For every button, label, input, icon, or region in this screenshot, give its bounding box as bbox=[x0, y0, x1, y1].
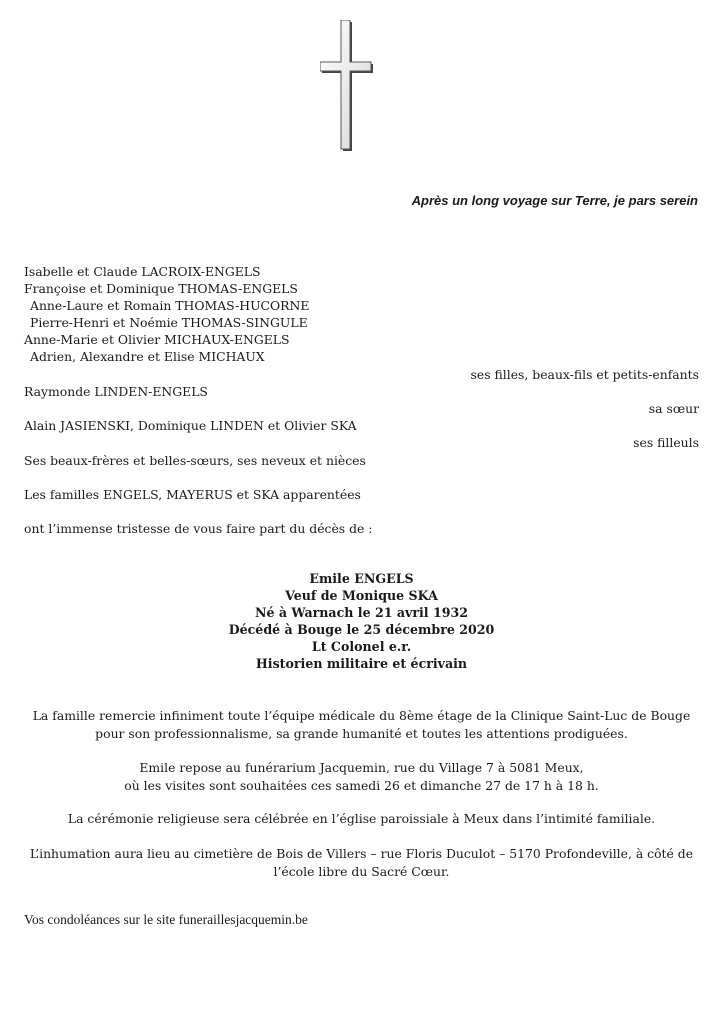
family-line: Alain JASIENSKI, Dominique LINDEN et Olivier SKA bbox=[24, 418, 357, 433]
ceremony-paragraph bbox=[0, 810, 723, 828]
family-line: Raymonde LINDEN-ENGELS bbox=[24, 384, 208, 399]
thanks-line: La famille remercie infiniment toute l’équipe médicale du 8ème étage de la Clinique Saint-Luc de Bouge bbox=[32, 708, 691, 723]
rest-line: Emile repose au funérarium Jacquemin, rue du Village 7 à 5081 Meux, bbox=[139, 760, 584, 775]
deceased-block bbox=[0, 570, 723, 672]
deceased-occupation: Historien militaire et écrivain bbox=[255, 656, 468, 671]
motto: Après un long voyage sur Terre, je pars serein bbox=[411, 193, 698, 208]
family-line: Isabelle et Claude LACROIX-ENGELS bbox=[24, 264, 261, 279]
family-line: Pierre-Henri et Noémie THOMAS-SINGULE bbox=[30, 315, 308, 330]
family-others: Ses beaux-frères et belles-sœurs, ses neveux et nièces bbox=[24, 453, 366, 468]
deceased-died: Décédé à Bouge le 25 décembre 2020 bbox=[228, 622, 495, 637]
ceremony-line: La cérémonie religieuse sera célébrée en l’église paroissiale à Meux dans l’intimité familiale. bbox=[67, 811, 656, 826]
family-relation: ses filleuls bbox=[633, 435, 699, 450]
deceased-born: Né à Warnach le 21 avril 1932 bbox=[254, 605, 469, 620]
deceased-rank: Lt Colonel e.r. bbox=[311, 639, 412, 654]
family-relation: sa sœur bbox=[648, 401, 699, 416]
family-line: Anne-Marie et Olivier MICHAUX-ENGELS bbox=[24, 332, 290, 347]
cross-icon bbox=[320, 20, 374, 152]
announcement: ont l’immense tristesse de vous faire part du décès de : bbox=[24, 521, 373, 536]
family-line: Adrien, Alexandre et Elise MICHAUX bbox=[30, 349, 265, 364]
family-line: Anne-Laure et Romain THOMAS-HUCORNE bbox=[30, 298, 310, 313]
family-line: Françoise et Dominique THOMAS-ENGELS bbox=[24, 281, 298, 296]
burial-line: l’école libre du Sacré Cœur. bbox=[273, 863, 450, 879]
condolences-footer: Vos condoléances sur le site funeraillesjacquemin.be bbox=[24, 912, 308, 927]
thanks-paragraph bbox=[0, 707, 723, 742]
deceased-name: Emile ENGELS bbox=[309, 571, 414, 586]
rest-line: où les visites sont souhaitées ces samedi 26 et dimanche 27 de 17 h à 18 h. bbox=[124, 777, 599, 793]
burial-line: L’inhumation aura lieu au cimetière de Bois de Villers – rue Floris Duculot – 5170 Profondeville, à côté de bbox=[29, 846, 694, 861]
rest-paragraph bbox=[0, 759, 723, 794]
family-relation: ses filles, beaux-fils et petits-enfants bbox=[470, 367, 699, 382]
burial-paragraph bbox=[0, 845, 723, 880]
family-others: Les familles ENGELS, MAYERUS et SKA apparentées bbox=[24, 487, 361, 502]
thanks-line: pour son professionnalisme, sa grande humanité et toutes les attentions prodiguées. bbox=[95, 725, 628, 741]
deceased-widower: Veuf de Monique SKA bbox=[285, 588, 438, 603]
